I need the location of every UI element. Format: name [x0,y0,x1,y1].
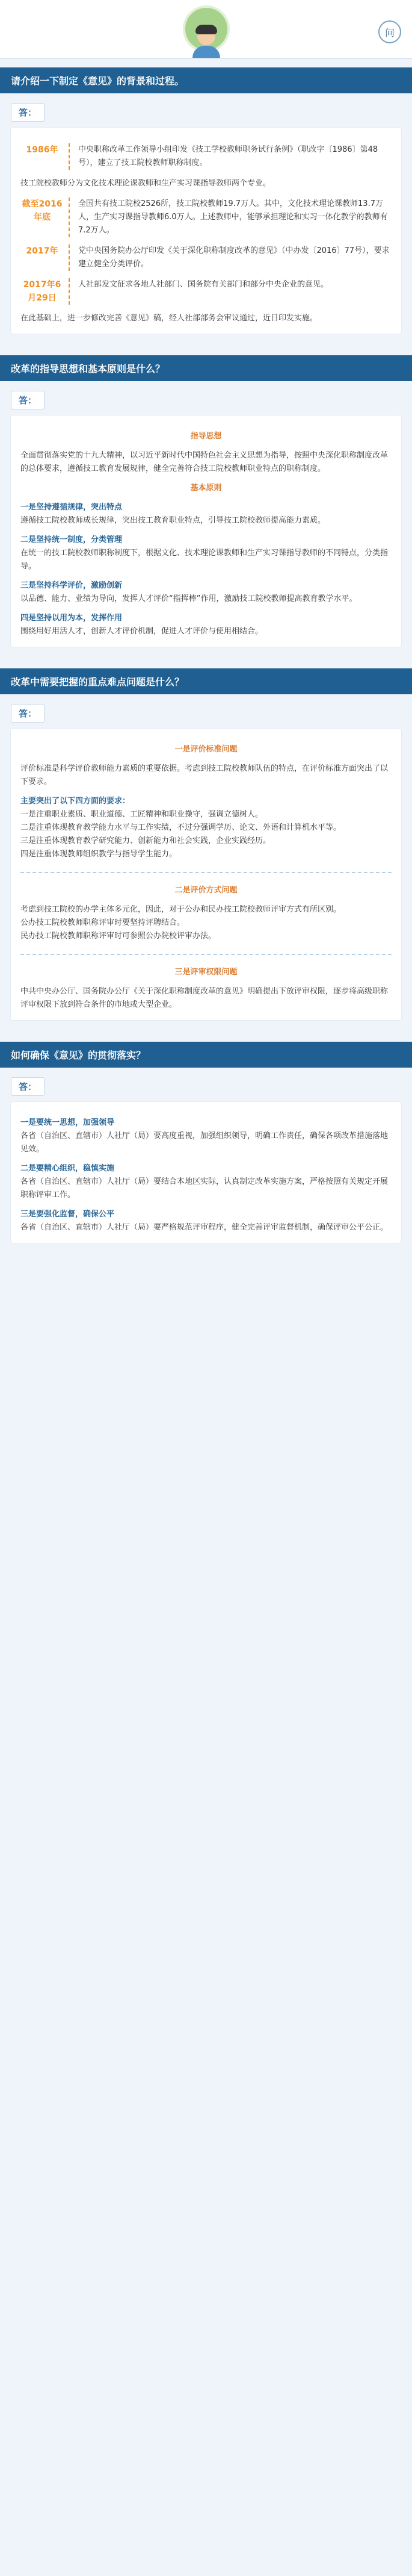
topic-title: 三是评审权限问题 [174,968,238,977]
timeline-intro: 技工院校教师分为文化技术理论课教师和生产实习课指导教师两个专业。 [20,179,271,188]
principle-title: 一是坚持遵循规律，突出特点 [20,503,123,512]
timeline-item [20,143,392,170]
timeline-item [20,198,392,237]
topic-text: 考虑到技工院校的办学主体多元化，因此，对于公办和民办技工院校教师评审方式有所区别。 [20,905,342,914]
topic-point: 一是注重职业素质、职业道德、工匠精神和职业操守，强调立德树人。 [20,810,263,819]
principle-text: 以品德、能力、业绩为导向，发挥人才评价“指挥棒”作用，激励技工院校教师提高教育教学水平。 [20,594,357,603]
timeline-item [20,278,392,305]
spacer [0,647,412,660]
topic-text: 中共中央办公厅、国务院办公厅《关于深化职称制度改革的意见》明确提出下放评审权限，逐步将高级职称评审权限下放到符合条件的市地或大型企业。 [20,987,389,1009]
principle-item [20,534,392,573]
answer-chip: 答： [11,391,45,409]
principle-text: 围绕用好用活人才，创新人才评价机制，促进人才评价与使用相结合。 [20,627,263,636]
topic-point: 公办技工院校教师职称评审时要坚持评聘结合。 [20,918,185,927]
timeline-year: 2017年6月29日 [20,278,70,305]
implementation-text: 各省（自治区、直辖市）人社厅（局）要高度重视，加强组织领导，明确工作责任，确保各项改革措施落地见效。 [20,1131,389,1154]
question-1-bar: 请介绍一下制定《意见》的背景和过程。 [0,67,412,93]
guiding-card [11,415,401,647]
issues-card [11,729,401,1020]
topic-point: 三是注重体现教育教学研究能力、创新能力和社会实践，企业实践经历。 [20,836,271,845]
guiding-title: 指导思想 [190,432,222,441]
avatar [183,5,230,52]
timeline-text: 人社部发文征求各地人社部门、国务院有关部门和部分中央企业的意见。 [78,280,329,289]
topic-title: 一是评价标准问题 [174,745,238,754]
avatar-body [192,46,220,52]
header-banner [0,0,412,59]
topic-text: 评价标准是科学评价教师能力素质的重要依据。考虑到技工院校教师队伍的特点，在评价标准方面突出了以下要求。 [20,764,389,786]
topic-point: 二是注重体现教育教学能力水平与工作实绩，不过分强调学历、论文、外语和计算机水平等。 [20,823,342,832]
spacer [0,334,412,347]
answer-chip: 答： [11,704,45,723]
question-2-bar: 改革的指导思想和基本原则是什么？ [0,355,412,381]
question-4-bar: 如何确保《意见》的贯彻落实？ [0,1042,412,1068]
timeline-text: 全国共有技工院校2526所，技工院校教师19.7万人。其中，文化技术理论课教师13.7万人，生产实习课指导教师6.0万人。上述教师中，能够承担理论和实习一体化教学的教师有7.2万人。 [78,199,388,235]
principle-item [20,612,392,638]
implementation-title: 三是要强化监督，确保公平 [20,1210,115,1219]
timeline-card [11,128,401,334]
topic-point: 四是注重体现教师组织教学与指导学生能力。 [20,850,177,859]
principle-item [20,579,392,606]
topic-point: 民办技工院校教师职称评审时可参照公办院校评审办法。 [20,932,217,941]
principles-title: 基本原则 [190,484,222,493]
timeline-year: 1986年 [20,143,70,170]
avatar-hair [195,25,217,34]
principle-title: 二是坚持统一制度，分类管理 [20,535,123,544]
question-3-bar: 改革中需要把握的重点难点问题是什么？ [0,668,412,694]
principle-text: 在统一的技工院校教师职称制度下，根据文化、技术理论课教师和生产实习课指导教师的不同特点，分类指导。 [20,549,389,571]
implementation-title: 二是要精心组织，稳慎实施 [20,1164,115,1173]
timeline-item [20,244,392,271]
topic-subheading: 主要突出了以下四方面的要求： [20,797,131,806]
timeline-year: 截至2016年底 [20,198,70,237]
divider [20,872,392,873]
principle-item [20,501,392,527]
implementation-title: 一是要统一思想，加强领导 [20,1118,115,1127]
divider [20,954,392,955]
principle-title: 四是坚持以用为本，发挥作用 [20,614,123,623]
implementation-text: 各省（自治区、直辖市）人社厅（局）要结合本地区实际，认真制定改革实施方案，严格按照有关规定开展职称评审工作。 [20,1177,389,1199]
timeline-text: 党中央国务院办公厅印发《关于深化职称制度改革的意见》（中办发〔2016〕77号），要求建立健全分类评价。 [78,246,390,269]
guiding-text: 全面贯彻落实党的十九大精神，以习近平新时代中国特色社会主义思想为指导，按照中央深化职称制度改革的总体要求，遵循技工教育发展规律，健全完善符合技工院校教师职业特点的职称制度。 [20,451,389,473]
timeline-closing: 在此基础上，进一步修改完善《意见》稿，经人社部部务会审议通过，近日印发实施。 [20,314,318,323]
avatar-head [197,27,215,45]
topic-title: 二是评价方式问题 [174,886,238,895]
spacer [0,1020,412,1033]
answer-chip: 答： [11,1077,45,1096]
principle-title: 三是坚持科学评价，激励创新 [20,581,123,590]
timeline-text: 中央职称改革工作领导小组印发《技工学校教师职务试行条例》（职改字〔1986〕第48号），建立了技工院校教师职称制度。 [78,145,378,167]
principle-text: 遵循技工院校教师成长规律，突出技工教育职业特点，引导技工院校教师提高能力素质。 [20,516,326,525]
timeline-year: 2017年 [20,244,70,271]
answer-chip: 答： [11,103,45,122]
implementation-card [11,1102,401,1243]
implementation-text: 各省（自治区、直辖市）人社厅（局）要严格规范评审程序，健全完善评审监督机制，确保评审公平公正。 [20,1223,389,1232]
ask-chip: 问 [378,20,401,43]
